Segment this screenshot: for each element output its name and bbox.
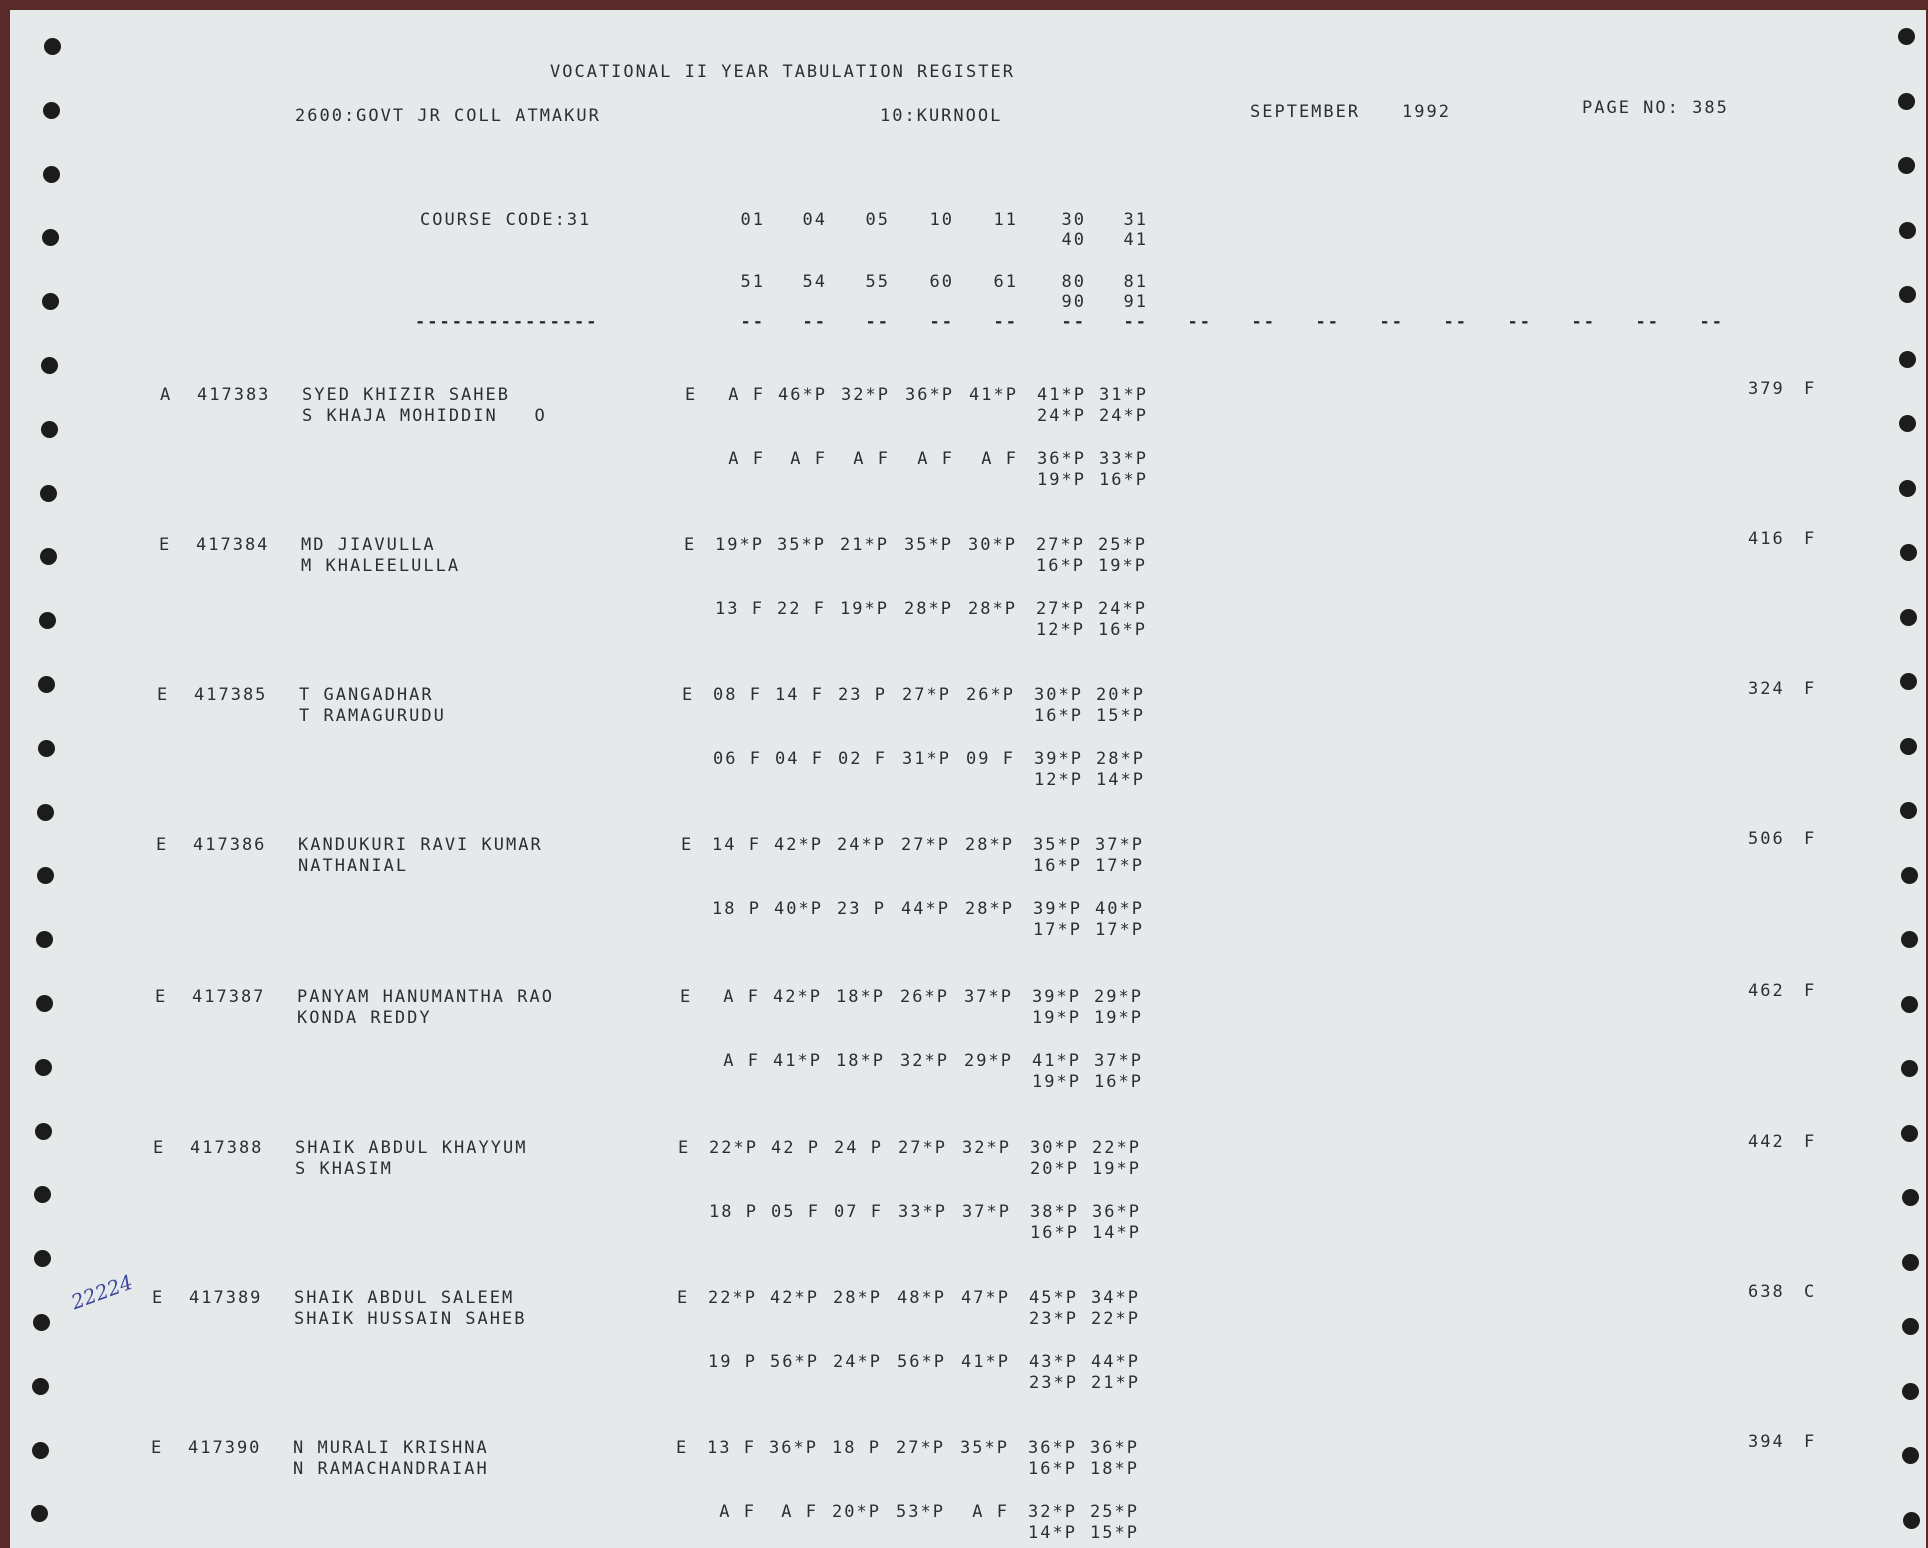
mark-cell: 06 F <box>713 749 762 769</box>
mark-cell: 20*P <box>832 1502 881 1522</box>
roll-number: 417387 <box>192 987 266 1007</box>
mark-cell: 33*P <box>1099 449 1148 469</box>
mark-cell: 28*P <box>904 599 953 619</box>
father-name: S KHAJA MOHIDDIN O <box>302 406 547 426</box>
father-name: SHAIK HUSSAIN SAHEB <box>294 1309 527 1329</box>
tractor-hole <box>1900 609 1917 626</box>
tractor-hole <box>1901 996 1918 1013</box>
mark-cell: 24 P <box>834 1138 883 1158</box>
mark-cell: 40*P <box>774 899 823 919</box>
mark-cell: 41*P <box>961 1352 1010 1372</box>
subject-code: 80 <box>1061 272 1086 292</box>
mark-cell: 20*P <box>1096 685 1145 705</box>
mark-cell: 22 F <box>777 599 826 619</box>
mark-cell: 36*P <box>905 385 954 405</box>
separator-dash: -- <box>740 312 765 332</box>
mark-cell: 22*P <box>1091 1309 1140 1329</box>
subject-code: 05 <box>865 210 890 230</box>
mark-cell: A F <box>723 1051 760 1071</box>
subject-code: 51 <box>740 272 765 292</box>
mark-cell: 28*P <box>1096 749 1145 769</box>
mark-cell: 04 F <box>775 749 824 769</box>
tractor-hole <box>34 1186 51 1203</box>
mark-cell: 36*P <box>1037 449 1086 469</box>
tractor-hole <box>1902 1383 1919 1400</box>
tractor-hole <box>1900 673 1917 690</box>
subject-code: 30 <box>1061 210 1086 230</box>
subject-code: 40 <box>1061 230 1086 250</box>
mark-cell: 42*P <box>773 987 822 1007</box>
total-marks: 379 <box>1748 379 1785 399</box>
subject-code: 81 <box>1123 272 1148 292</box>
mark-cell: A F <box>917 449 954 469</box>
mark-cell: 23 P <box>838 685 887 705</box>
mark-cell: 43*P <box>1029 1352 1078 1372</box>
mark-cell: 56*P <box>897 1352 946 1372</box>
student-name: MD JIAVULLA <box>301 535 436 555</box>
medium-code: E <box>681 835 694 855</box>
tractor-hole <box>38 740 55 757</box>
tractor-hole <box>1899 286 1916 303</box>
mark-cell: 23*P <box>1029 1309 1078 1329</box>
mark-cell: 26*P <box>900 987 949 1007</box>
mark-cell: 36*P <box>769 1438 818 1458</box>
mark-cell: A F <box>728 449 765 469</box>
mark-cell: 44*P <box>1091 1352 1140 1372</box>
mark-cell: 14*P <box>1028 1523 1077 1543</box>
mark-cell: 15*P <box>1096 706 1145 726</box>
tractor-hole <box>42 293 59 310</box>
mark-cell: 27*P <box>1036 599 1085 619</box>
mark-cell: 46*P <box>778 385 827 405</box>
mark-cell: 16*P <box>1030 1223 1079 1243</box>
mark-cell: 14*P <box>1092 1223 1141 1243</box>
result-code: F <box>1804 829 1817 849</box>
mark-cell: 41*P <box>773 1051 822 1071</box>
mark-cell: 47*P <box>961 1288 1010 1308</box>
subject-code: 55 <box>865 272 890 292</box>
mark-cell: 15*P <box>1090 1523 1139 1543</box>
tractor-hole <box>1900 738 1917 755</box>
total-marks: 416 <box>1748 529 1785 549</box>
mark-cell: 24*P <box>1099 406 1148 426</box>
tractor-hole <box>1899 351 1916 368</box>
mark-cell: 25*P <box>1090 1502 1139 1522</box>
mark-cell: 53*P <box>896 1502 945 1522</box>
mark-cell: 42 P <box>771 1138 820 1158</box>
mark-cell: 28*P <box>968 599 1017 619</box>
mark-cell: 42*P <box>774 835 823 855</box>
tractor-hole <box>43 166 60 183</box>
roll-number: 417389 <box>189 1288 263 1308</box>
exam-month: SEPTEMBER <box>1250 102 1361 122</box>
separator-dash: -- <box>1251 312 1276 332</box>
mark-cell: 21*P <box>840 535 889 555</box>
separator-dash: -- <box>1379 312 1404 332</box>
tractor-hole <box>1902 1189 1919 1206</box>
father-name: S KHASIM <box>295 1159 393 1179</box>
mark-cell: 39*P <box>1032 987 1081 1007</box>
mark-cell: 16*P <box>1034 706 1083 726</box>
tractor-hole <box>31 1505 48 1522</box>
district-name: 10:KURNOOL <box>880 106 1003 126</box>
tractor-hole <box>36 931 53 948</box>
mark-cell: 56*P <box>770 1352 819 1372</box>
record-category: E <box>156 835 169 855</box>
mark-cell: 16*P <box>1028 1459 1077 1479</box>
tractor-hole <box>33 1314 50 1331</box>
mark-cell: A F <box>853 449 890 469</box>
mark-cell: 17*P <box>1033 920 1082 940</box>
mark-cell: 14*P <box>1096 770 1145 790</box>
separator-dash: -- <box>1571 312 1596 332</box>
mark-cell: 41*P <box>969 385 1018 405</box>
medium-code: E <box>684 535 697 555</box>
medium-code: E <box>680 987 693 1007</box>
mark-cell: 30*P <box>1030 1138 1079 1158</box>
tractor-hole <box>44 38 61 55</box>
roll-number: 417390 <box>188 1438 262 1458</box>
mark-cell: 13 F <box>707 1438 756 1458</box>
mark-cell: 24*P <box>837 835 886 855</box>
separator-dash: -- <box>1061 312 1086 332</box>
mark-cell: 17*P <box>1095 856 1144 876</box>
mark-cell: 16*P <box>1033 856 1082 876</box>
separator-dash: -- <box>865 312 890 332</box>
mark-cell: A F <box>719 1502 756 1522</box>
result-code: F <box>1804 379 1817 399</box>
student-name: SHAIK ABDUL SALEEM <box>294 1288 515 1308</box>
mark-cell: 19*P <box>1094 1008 1143 1028</box>
separator-dash: -- <box>1635 312 1660 332</box>
mark-cell: 28*P <box>965 899 1014 919</box>
record-category: E <box>155 987 168 1007</box>
mark-cell: 12*P <box>1036 620 1085 640</box>
separator-dash: -- <box>1187 312 1212 332</box>
mark-cell: 02 F <box>838 749 887 769</box>
subject-code: 54 <box>802 272 827 292</box>
father-name: NATHANIAL <box>298 856 409 876</box>
mark-cell: 35*P <box>1033 835 1082 855</box>
mark-cell: 23 P <box>837 899 886 919</box>
mark-cell: 22*P <box>709 1138 758 1158</box>
tractor-hole <box>1900 544 1917 561</box>
result-code: C <box>1804 1282 1817 1302</box>
separator-dash: -- <box>1443 312 1468 332</box>
mark-cell: 33*P <box>898 1202 947 1222</box>
total-marks: 324 <box>1748 679 1785 699</box>
mark-cell: 36*P <box>1092 1202 1141 1222</box>
mark-cell: 30*P <box>1034 685 1083 705</box>
page-number: PAGE NO: 385 <box>1582 98 1729 118</box>
exam-year: 1992 <box>1402 102 1451 122</box>
mark-cell: 37*P <box>964 987 1013 1007</box>
student-name: KANDUKURI RAVI KUMAR <box>298 835 543 855</box>
course-code: COURSE CODE:31 <box>420 210 592 230</box>
tractor-hole <box>36 995 53 1012</box>
register-title: VOCATIONAL II YEAR TABULATION REGISTER <box>550 62 1015 82</box>
subject-code: 60 <box>929 272 954 292</box>
subject-code: 01 <box>740 210 765 230</box>
roll-number: 417384 <box>196 535 270 555</box>
mark-cell: 42*P <box>770 1288 819 1308</box>
mark-cell: 37*P <box>1094 1051 1143 1071</box>
roll-number: 417386 <box>193 835 267 855</box>
medium-code: E <box>685 385 698 405</box>
roll-number: 417388 <box>190 1138 264 1158</box>
mark-cell: 24*P <box>1098 599 1147 619</box>
total-marks: 394 <box>1748 1432 1785 1452</box>
mark-cell: 18 P <box>832 1438 881 1458</box>
tractor-hole <box>40 548 57 565</box>
mark-cell: 31*P <box>1099 385 1148 405</box>
tractor-hole <box>41 421 58 438</box>
total-marks: 442 <box>1748 1132 1785 1152</box>
mark-cell: 27*P <box>1036 535 1085 555</box>
medium-code: E <box>676 1438 689 1458</box>
mark-cell: 16*P <box>1099 470 1148 490</box>
mark-cell: 16*P <box>1036 556 1085 576</box>
mark-cell: 19*P <box>1032 1008 1081 1028</box>
student-name: PANYAM HANUMANTHA RAO <box>297 987 554 1007</box>
mark-cell: 28*P <box>833 1288 882 1308</box>
tractor-hole <box>1898 157 1915 174</box>
mark-cell: 18 P <box>712 899 761 919</box>
mark-cell: 38*P <box>1030 1202 1079 1222</box>
subject-code: 04 <box>802 210 827 230</box>
record-category: A <box>160 385 173 405</box>
tractor-hole <box>1901 1125 1918 1142</box>
mark-cell: 19*P <box>1092 1159 1141 1179</box>
roll-number: 417385 <box>194 685 268 705</box>
mark-cell: 32*P <box>962 1138 1011 1158</box>
tractor-hole <box>1901 931 1918 948</box>
mark-cell: 32*P <box>900 1051 949 1071</box>
mark-cell: 45*P <box>1029 1288 1078 1308</box>
mark-cell: 17*P <box>1095 920 1144 940</box>
college-name: 2600:GOVT JR COLL ATMAKUR <box>295 106 601 126</box>
mark-cell: 48*P <box>897 1288 946 1308</box>
medium-code: E <box>677 1288 690 1308</box>
mark-cell: 35*P <box>904 535 953 555</box>
separator-dash: -- <box>1123 312 1148 332</box>
mark-cell: 32*P <box>1028 1502 1077 1522</box>
tractor-hole <box>1900 802 1917 819</box>
tractor-hole <box>1903 1512 1920 1529</box>
tractor-hole <box>34 1250 51 1267</box>
mark-cell: 27*P <box>898 1138 947 1158</box>
tractor-hole <box>1901 867 1918 884</box>
mark-cell: A F <box>781 1502 818 1522</box>
mark-cell: 23*P <box>1029 1373 1078 1393</box>
student-name: T GANGADHAR <box>299 685 434 705</box>
mark-cell: 22*P <box>708 1288 757 1308</box>
mark-cell: 34*P <box>1091 1288 1140 1308</box>
mark-cell: 27*P <box>902 685 951 705</box>
tractor-hole <box>1902 1447 1919 1464</box>
mark-cell: 05 F <box>771 1202 820 1222</box>
mark-cell: A F <box>981 449 1018 469</box>
subject-code: 31 <box>1123 210 1148 230</box>
tractor-hole <box>41 357 58 374</box>
mark-cell: 24*P <box>1037 406 1086 426</box>
mark-cell: 39*P <box>1033 899 1082 919</box>
mark-cell: 31*P <box>902 749 951 769</box>
mark-cell: 27*P <box>896 1438 945 1458</box>
subject-code: 61 <box>993 272 1018 292</box>
tractor-hole <box>1902 1318 1919 1335</box>
mark-cell: 27*P <box>901 835 950 855</box>
mark-cell: 19 P <box>708 1352 757 1372</box>
tractor-hole <box>1898 93 1915 110</box>
tractor-hole <box>1901 1060 1918 1077</box>
mark-cell: 32*P <box>841 385 890 405</box>
mark-cell: 19*P <box>715 535 764 555</box>
mark-cell: 29*P <box>1094 987 1143 1007</box>
subject-code: 91 <box>1123 292 1148 312</box>
record-category: E <box>151 1438 164 1458</box>
result-code: F <box>1804 529 1817 549</box>
mark-cell: 35*P <box>960 1438 1009 1458</box>
mark-cell: 19*P <box>1032 1072 1081 1092</box>
mark-cell: 35*P <box>777 535 826 555</box>
student-name: SHAIK ABDUL KHAYYUM <box>295 1138 528 1158</box>
tractor-hole <box>1899 222 1916 239</box>
mark-cell: 18 P <box>709 1202 758 1222</box>
mark-cell: 16*P <box>1094 1072 1143 1092</box>
tractor-hole <box>1899 415 1916 432</box>
mark-cell: 18*P <box>836 1051 885 1071</box>
tractor-hole <box>37 867 54 884</box>
total-marks: 462 <box>1748 981 1785 1001</box>
mark-cell: 41*P <box>1037 385 1086 405</box>
mark-cell: 14 F <box>712 835 761 855</box>
mark-cell: 09 F <box>966 749 1015 769</box>
mark-cell: 12*P <box>1034 770 1083 790</box>
tractor-hole <box>43 102 60 119</box>
father-name: N RAMACHANDRAIAH <box>293 1459 489 1479</box>
record-category: E <box>157 685 170 705</box>
mark-cell: A F <box>790 449 827 469</box>
record-category: E <box>153 1138 166 1158</box>
tabulation-sheet <box>10 10 1926 1548</box>
mark-cell: 41*P <box>1032 1051 1081 1071</box>
mark-cell: 16*P <box>1098 620 1147 640</box>
total-marks: 638 <box>1748 1282 1785 1302</box>
subject-code: 10 <box>929 210 954 230</box>
tractor-hole <box>1902 1254 1919 1271</box>
mark-cell: 24*P <box>833 1352 882 1372</box>
result-code: F <box>1804 679 1817 699</box>
mark-cell: 37*P <box>1095 835 1144 855</box>
record-category: E <box>152 1288 165 1308</box>
mark-cell: 36*P <box>1090 1438 1139 1458</box>
record-category: E <box>159 535 172 555</box>
roll-number: 417383 <box>197 385 271 405</box>
mark-cell: 22*P <box>1092 1138 1141 1158</box>
mark-cell: A F <box>972 1502 1009 1522</box>
mark-cell: A F <box>728 385 765 405</box>
mark-cell: 44*P <box>901 899 950 919</box>
tractor-hole <box>37 804 54 821</box>
course-underline: --------------- <box>415 312 599 332</box>
tractor-hole <box>32 1378 49 1395</box>
result-code: F <box>1804 1132 1817 1152</box>
mark-cell: 28*P <box>965 835 1014 855</box>
result-code: F <box>1804 1432 1817 1452</box>
total-marks: 506 <box>1748 829 1785 849</box>
mark-cell: 25*P <box>1098 535 1147 555</box>
mark-cell: 18*P <box>836 987 885 1007</box>
handwritten-note: 22224 <box>67 1269 136 1315</box>
mark-cell: 40*P <box>1095 899 1144 919</box>
tractor-hole <box>40 485 57 502</box>
mark-cell: 39*P <box>1034 749 1083 769</box>
mark-cell: 19*P <box>1037 470 1086 490</box>
student-name: SYED KHIZIR SAHEB <box>302 385 510 405</box>
mark-cell: 07 F <box>834 1202 883 1222</box>
father-name: T RAMAGURUDU <box>299 706 446 726</box>
student-name: N MURALI KRISHNA <box>293 1438 489 1458</box>
mark-cell: 36*P <box>1028 1438 1077 1458</box>
tractor-hole <box>1899 480 1916 497</box>
father-name: M KHALEELULLA <box>301 556 461 576</box>
separator-dash: -- <box>1699 312 1724 332</box>
mark-cell: 19*P <box>1098 556 1147 576</box>
mark-cell: 26*P <box>966 685 1015 705</box>
subject-code: 11 <box>993 210 1018 230</box>
medium-code: E <box>682 685 695 705</box>
tractor-hole <box>38 676 55 693</box>
tractor-hole <box>1898 28 1915 45</box>
mark-cell: 08 F <box>713 685 762 705</box>
subject-code: 41 <box>1123 230 1148 250</box>
separator-dash: -- <box>1315 312 1340 332</box>
result-code: F <box>1804 981 1817 1001</box>
mark-cell: 18*P <box>1090 1459 1139 1479</box>
mark-cell: 20*P <box>1030 1159 1079 1179</box>
mark-cell: 29*P <box>964 1051 1013 1071</box>
mark-cell: 13 F <box>715 599 764 619</box>
medium-code: E <box>678 1138 691 1158</box>
mark-cell: 30*P <box>968 535 1017 555</box>
tractor-hole <box>35 1059 52 1076</box>
separator-dash: -- <box>993 312 1018 332</box>
tractor-hole <box>32 1442 49 1459</box>
mark-cell: A F <box>723 987 760 1007</box>
father-name: KONDA REDDY <box>297 1008 432 1028</box>
tractor-hole <box>39 612 56 629</box>
separator-dash: -- <box>802 312 827 332</box>
mark-cell: 37*P <box>962 1202 1011 1222</box>
mark-cell: 14 F <box>775 685 824 705</box>
mark-cell: 21*P <box>1091 1373 1140 1393</box>
mark-cell: 19*P <box>840 599 889 619</box>
separator-dash: -- <box>929 312 954 332</box>
subject-code: 90 <box>1061 292 1086 312</box>
separator-dash: -- <box>1507 312 1532 332</box>
tractor-hole <box>42 229 59 246</box>
tractor-hole <box>35 1123 52 1140</box>
